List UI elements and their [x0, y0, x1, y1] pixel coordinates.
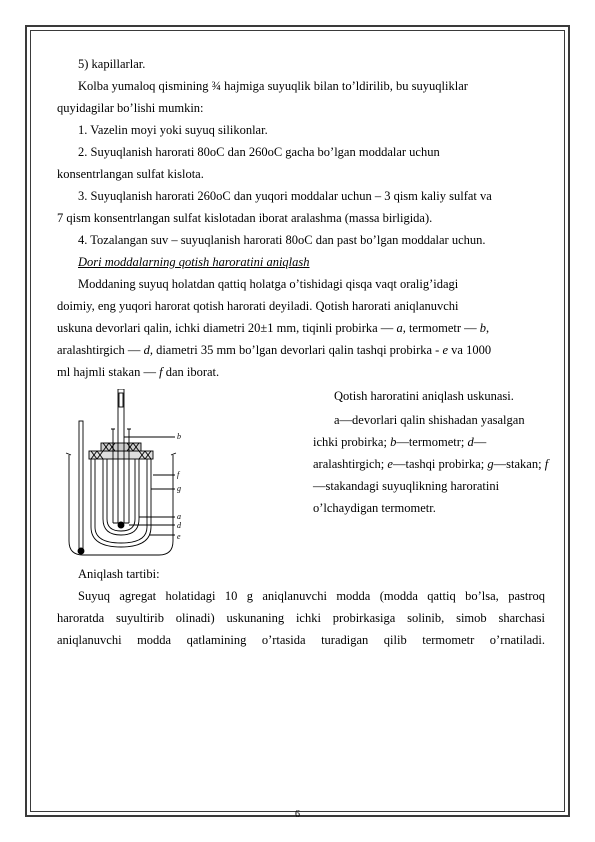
label-b: b [177, 432, 181, 441]
outer-stopper [89, 451, 153, 459]
apparatus-drawing [63, 389, 193, 559]
list-item-4: 4. Tozalangan suv – suyuqlanish harorati 80oC dan past bo’lgan moddalar uchun. [78, 233, 486, 247]
figure-description: a—devorlari qalin shishadan yasalgan ichki probirka; b—termometr; d—aralashtirgich; e—tashqi probirka; g—stakan; f—stakandagi suyuqlikning haroratini o’lchaydigan termometr. [313, 413, 549, 515]
paragraph-2-line-1: Suyuq agregat holatidagi 10 g aniqlanuvchi modda (modda qattiq bo’lsa, pastroq [78, 589, 545, 603]
paragraph-2-line-3: aniqlanuvchi modda qatlamining o’rtasida turadigan qilib termometr o’rnatiladi. [57, 633, 545, 647]
paragraph-1-line-4: aralashtirgich — d, diametri 35 mm bo’lgan devorlari qalin tashqi probirka - e va 1000 [57, 343, 492, 357]
outer-test-tube [91, 459, 151, 547]
paragraph-1-line-1: Moddaning suyuq holatdan qattiq holatga o’tishidagi qisqa vaqt oralig’idagi [78, 277, 459, 291]
list-item-5: 5) kapillarlar. [78, 57, 146, 71]
figure-caption: Qotish haroratini aniqlash uskunasi. [334, 389, 514, 403]
paragraph-1-line-2: doimiy, eng yuqori harorat qotish harorati deyiladi. Qotish harorati aniqlanuvchi [57, 299, 459, 313]
section-heading [57, 251, 545, 273]
figure [57, 383, 549, 563]
section-heading-text: Dori moddalarning qotish haroratini aniqlash [78, 255, 310, 269]
outer-thermometer [79, 421, 83, 553]
page-number: 6 [295, 809, 300, 820]
intro-line-1: Kolba yumaloq qismining ¾ hajmiga suyuqlik bilan to’ldirilib, bu suyuqliklar [78, 79, 468, 93]
label-d: d [177, 521, 181, 530]
list-item-3-line-2: 7 qism konsentrlangan sulfat kislotadan iborat aralashma (massa birligida). [57, 211, 433, 225]
list-item-1: 1. Vazelin moyi yoki suyuq silikonlar. [78, 123, 268, 137]
paragraph-1-line-5: ml hajmli stakan — f dan iborat. [57, 365, 220, 379]
intro-line-2: quyidagilar bo’lishi mumkin: [57, 101, 204, 115]
list-item-2-line-2: konsentrlangan sulfat kislota. [57, 167, 204, 181]
beaker [69, 455, 173, 555]
label-e: e [177, 532, 181, 541]
paragraph-1-line-3: uskuna devorlari qalin, ichki diametri 20±1 mm, tiqinli probirka — a, termometr — b, [57, 321, 490, 335]
label-a: a [177, 512, 181, 521]
label-g: g [177, 484, 181, 493]
list-item-3-line-1: 3. Suyuqlanish harorati 260oC dan yuqori moddalar uchun – 3 qism kaliy sulfat va [78, 189, 492, 203]
list-item-2-line-1: 2. Suyuqlanish harorati 80oC dan 260oC gacha bo’lgan moddalar uchun [78, 145, 440, 159]
document-body [57, 53, 549, 651]
inner-stopper [101, 443, 141, 451]
label-f: f [177, 470, 180, 479]
procedure-heading: Aniqlash tartibi: [78, 567, 160, 581]
paragraph-2-line-2: haroratda suyultirib olinadi) uskunaning ichki probirkasiga solinib, simob sharchasi [57, 611, 545, 625]
